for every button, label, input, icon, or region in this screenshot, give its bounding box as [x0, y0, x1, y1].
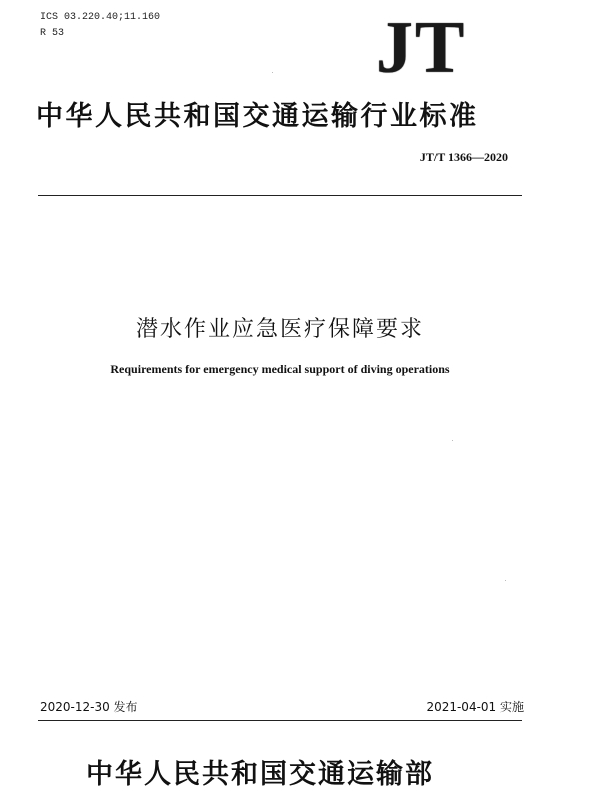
ics-code: ICS 03.220.40;11.160	[40, 12, 161, 23]
scan-speck	[272, 72, 273, 73]
implementation-date: 2021-04-01 实施	[426, 700, 524, 714]
top-divider	[38, 195, 522, 196]
issue-date: 2020-12-30 发布	[40, 700, 138, 714]
document-title-chinese: 潜水作业应急医疗保障要求	[135, 317, 424, 342]
scan-speck	[505, 580, 506, 581]
document-title-english: Requirements for emergency medical support of diving operations	[110, 362, 450, 376]
classification-code: R 53	[40, 28, 65, 39]
bottom-divider	[38, 720, 522, 721]
jt-logo: JT	[376, 7, 467, 89]
publisher-name: 中华人民共和国交通运输部	[86, 759, 434, 790]
scan-speck	[452, 440, 453, 441]
issuing-authority-heading: 中华人民共和国交通运输行业标准	[36, 101, 479, 132]
standard-number: JT/T 1366—2020	[419, 150, 508, 164]
